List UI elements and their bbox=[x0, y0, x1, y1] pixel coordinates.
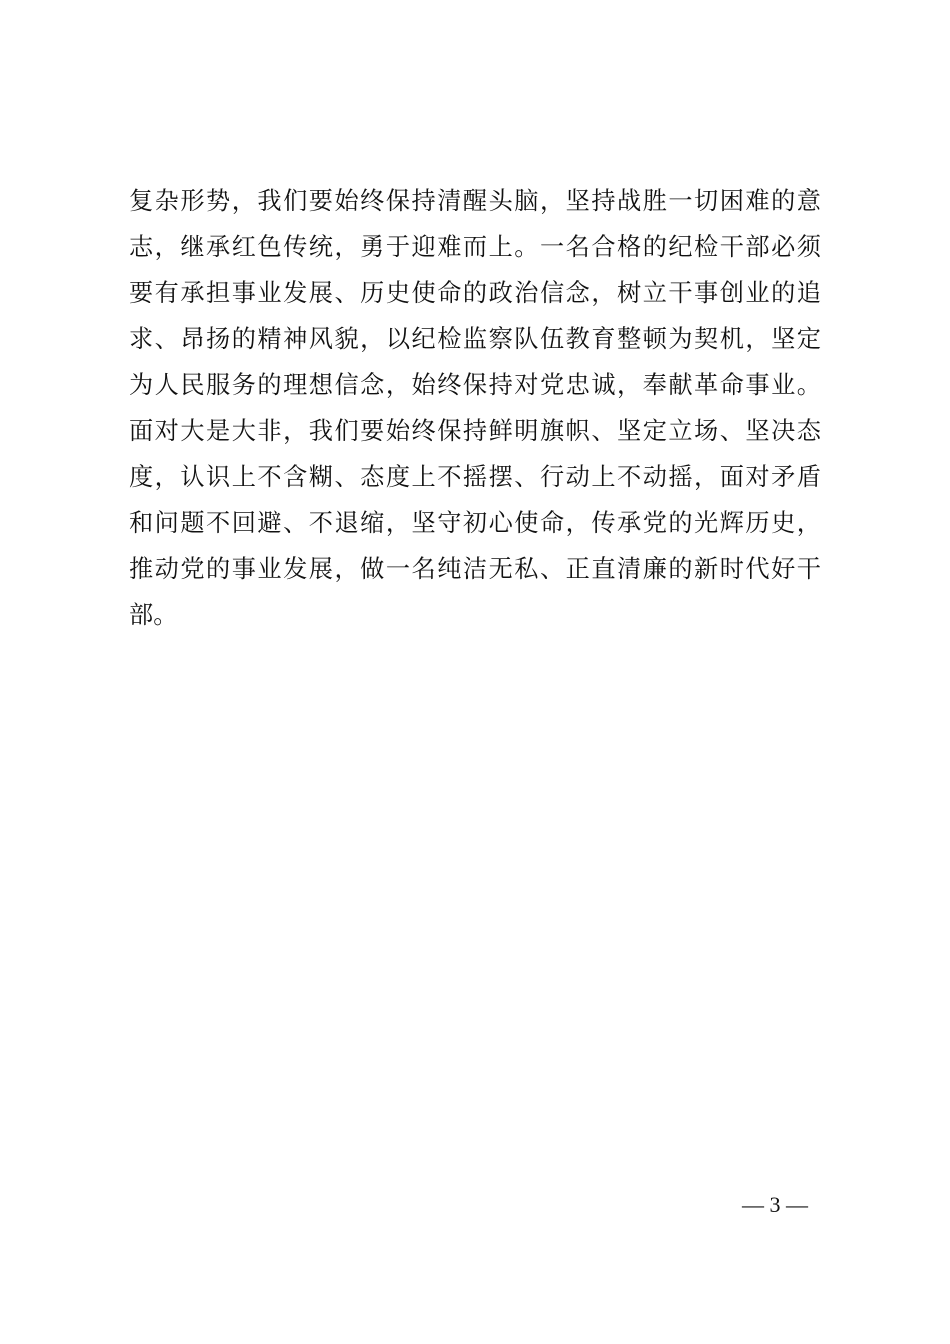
text-line-8: 和问题不回避、不退缩，坚守初心使命，传承党的光辉历史， bbox=[129, 509, 821, 537]
text-line-10: 部。 bbox=[129, 601, 178, 629]
text-line-3: 要有承担事业发展、历史使命的政治信念，树立干事创业的追 bbox=[129, 279, 821, 307]
text-line-7: 度，认识上不含糊、态度上不摇摆、行动上不动摇，面对矛盾 bbox=[129, 463, 821, 491]
text-line-6: 面对大是大非，我们要始终保持鲜明旗帜、坚定立场、坚决态 bbox=[129, 417, 821, 445]
text-line-1: 复杂形势，我们要始终保持清醒头脑，坚持战胜一切困难的意 bbox=[129, 187, 821, 215]
text-line-4: 求、昂扬的精神风貌，以纪检监察队伍教育整顿为契机，坚定 bbox=[129, 325, 821, 353]
body-paragraph bbox=[129, 178, 821, 638]
page-number: — 3 — bbox=[742, 1192, 808, 1217]
text-line-5: 为人民服务的理想信念，始终保持对党忠诚，奉献革命事业。 bbox=[129, 371, 821, 399]
text-line-2: 志，继承红色传统，勇于迎难而上。一名合格的纪检干部必须 bbox=[129, 233, 821, 261]
text-line-9: 推动党的事业发展，做一名纯洁无私、正直清廉的新时代好干 bbox=[129, 555, 821, 583]
